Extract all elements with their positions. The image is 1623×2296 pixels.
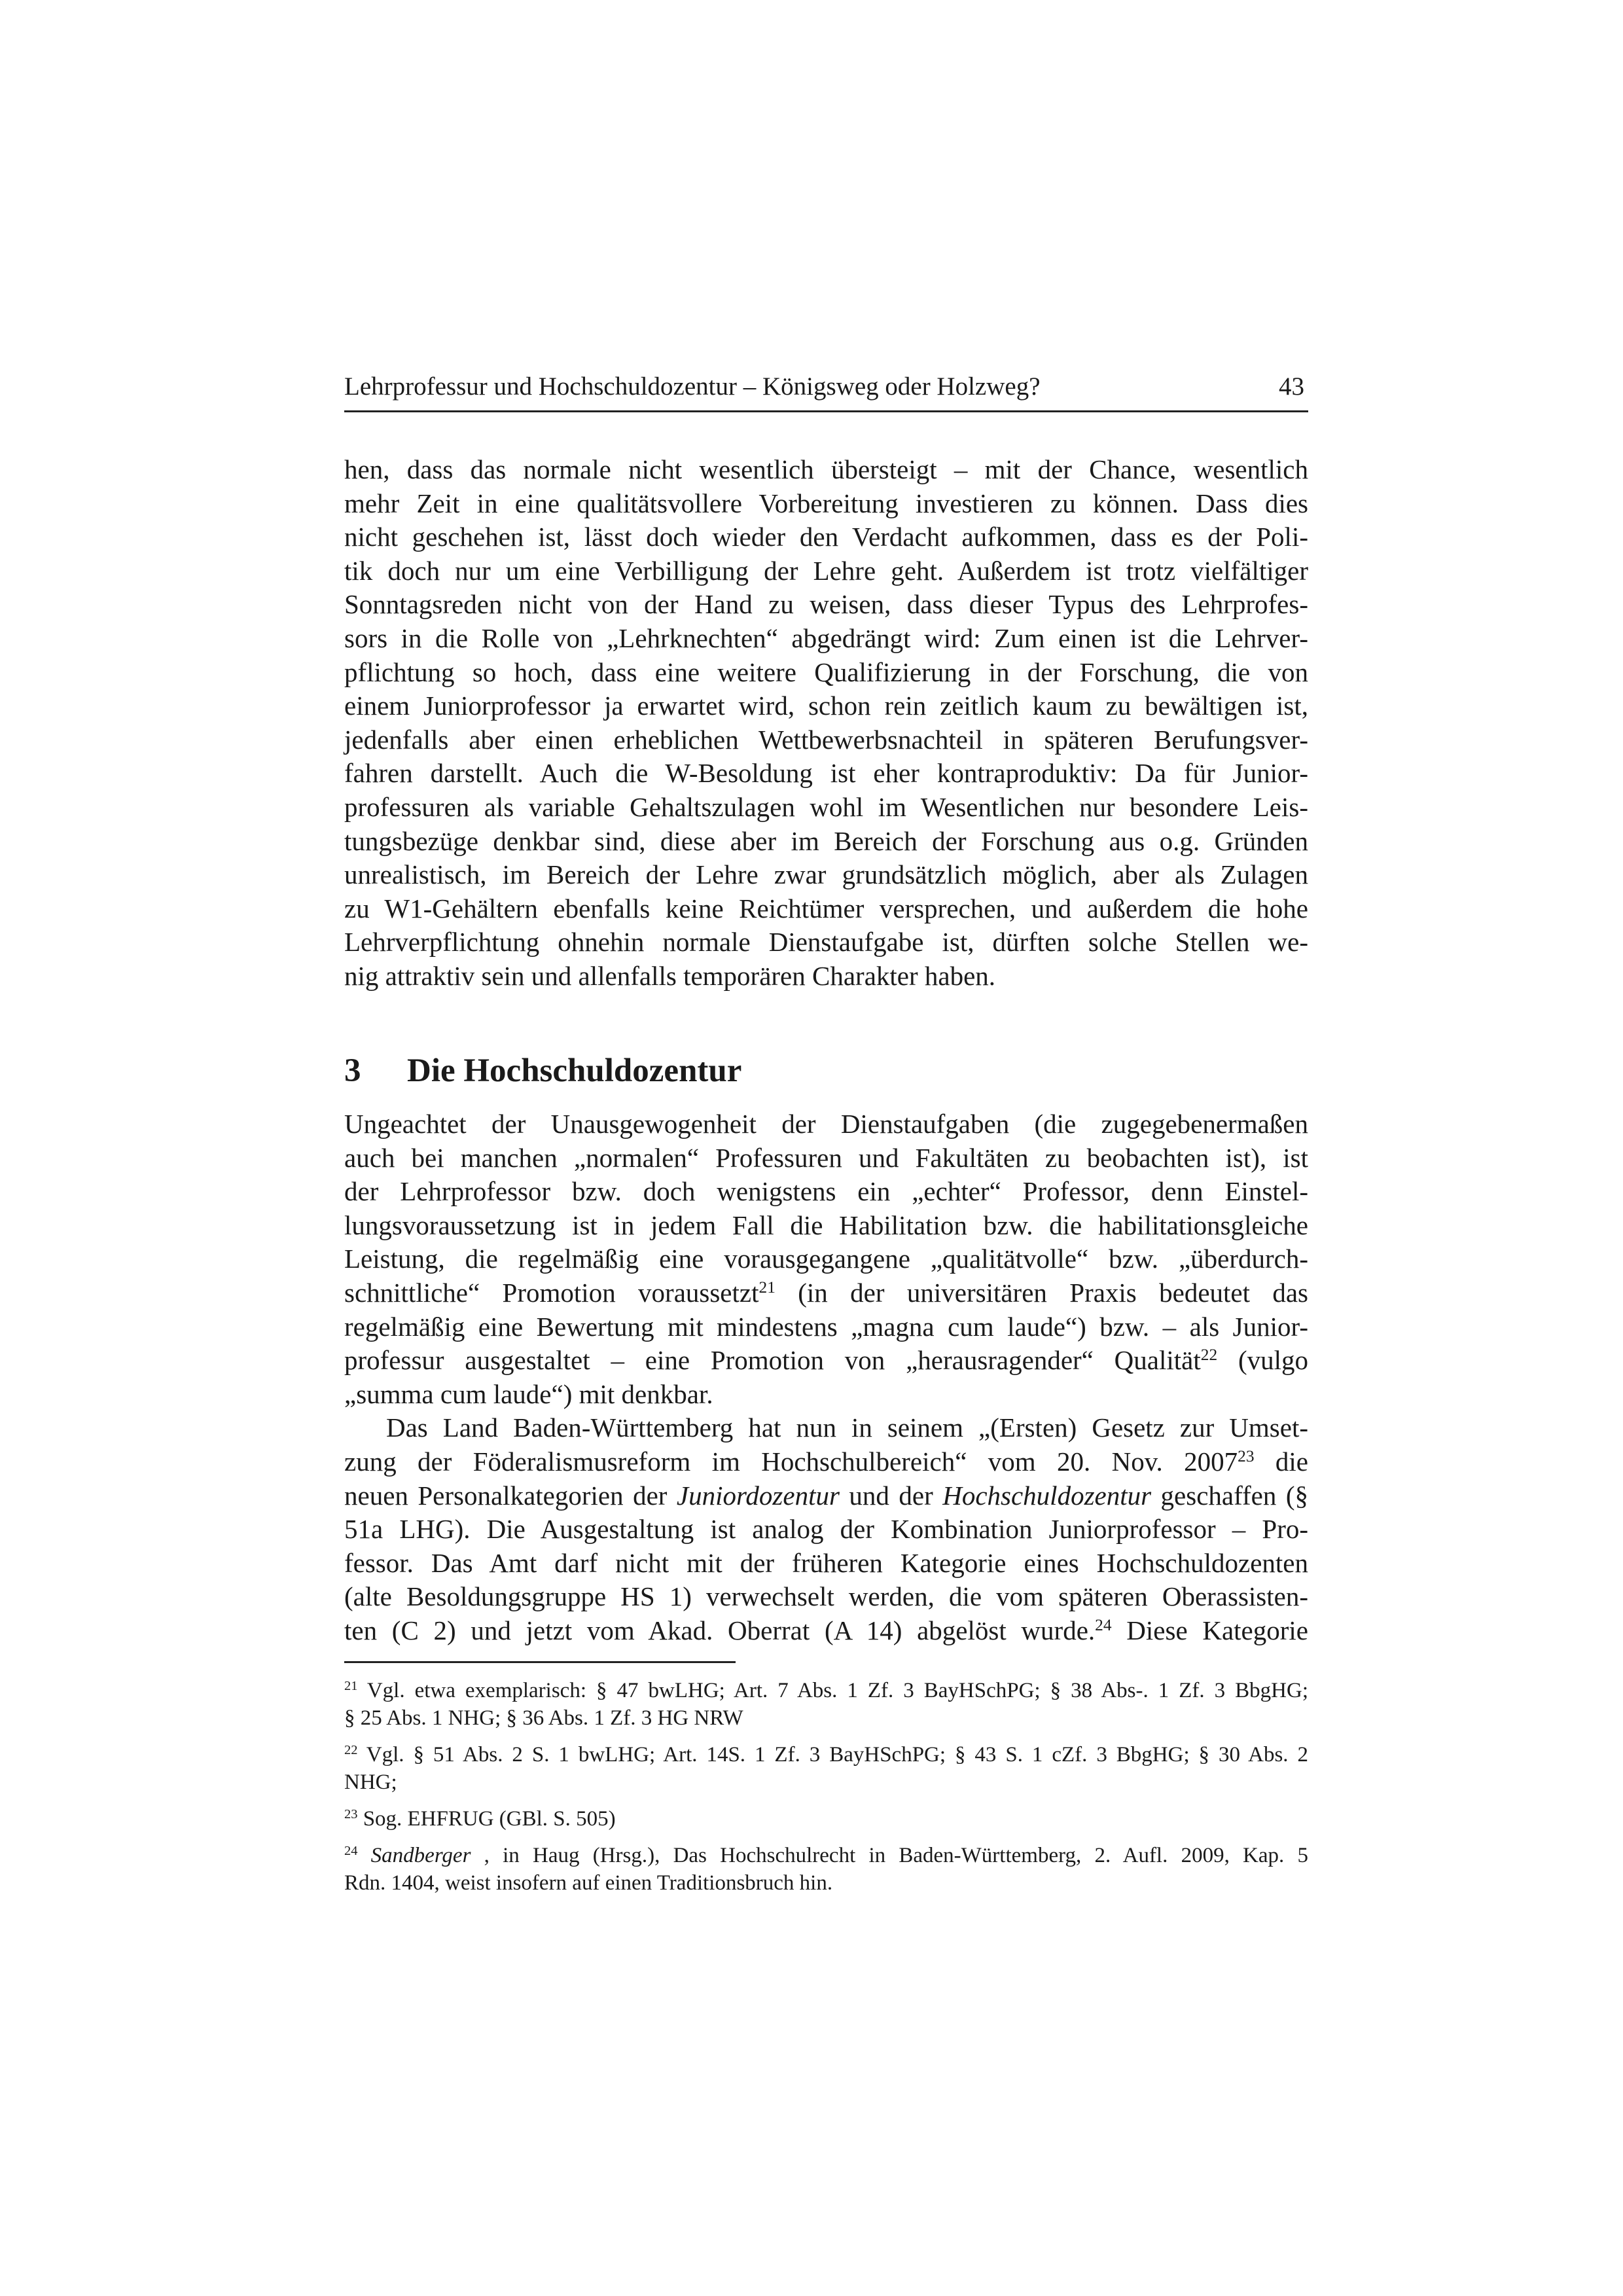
text-run: schnittliche“ Promotion voraussetzt (344, 1277, 759, 1308)
section-title: Die Hochschuldozentur (407, 1052, 742, 1089)
footnote-22 (344, 1741, 1308, 1796)
text-line: tungsbezüge denkbar sind, diese aber im Bereich der Forschung aus o.g. Gründen (344, 825, 1308, 856)
footnote-24 (344, 1842, 1308, 1897)
body-paragraph-continuation (344, 453, 1308, 994)
text-line: hen, dass das normale nicht wesentlich übersteigt – mit der Chance, wesentlich (344, 454, 1308, 484)
text-line: Leistung, die regelmäßig eine vorausgegangene „qualitätvolle“ bzw. „überdurch- (344, 1244, 1308, 1274)
text-line: sors in die Rolle von „Lehrknechten“ abgedrängt wird: Zum einen ist die Lehrver- (344, 622, 1308, 653)
text-run: die (1254, 1446, 1309, 1477)
footnote-number: 22 (344, 1742, 358, 1757)
footnote-ref-21[interactable]: 21 (758, 1278, 776, 1297)
footnote-ref-23[interactable]: 23 (1238, 1446, 1255, 1465)
text-line: Das Land Baden-Württemberg hat nun in seinem „(Ersten) Gesetz zur Umset- (386, 1412, 1308, 1443)
text-line: Ungeachtet der Unausgewogenheit der Dienstaufgaben (die zugegebenermaßen (344, 1109, 1308, 1139)
footnote-ref-24[interactable]: 24 (1095, 1615, 1112, 1634)
text-line: 51a LHG). Die Ausgestaltung ist analog der Kombination Juniorprofessor – Pro- (344, 1514, 1308, 1545)
text-line: mehr Zeit in eine qualitätsvollere Vorbereitung investieren zu können. Dass dies (344, 488, 1308, 518)
text-line: der Lehrprofessor bzw. doch wenigstens ein „echter“ Professor, denn Einstel- (344, 1176, 1308, 1207)
footnote-number: 24 (344, 1843, 358, 1858)
text-line: tik doch nur um eine Verbilligung der Lehre geht. Außerdem ist trotz vielfältiger (344, 555, 1308, 586)
text-line (344, 1276, 1308, 1310)
italic-term: Hochschuldozentur (942, 1480, 1152, 1511)
footnote-number: 23 (344, 1806, 358, 1821)
text-run: ten (C 2) und jetzt vom Akad. Oberrat (A 14) abgelöst wurde. (344, 1615, 1096, 1645)
footnote-author: Sandberger (370, 1844, 471, 1867)
footnote-line (344, 1677, 1308, 1704)
text-line: Lehrverpflichtung ohnehin normale Dienstaufgabe ist, dürften solche Stellen we- (344, 927, 1308, 958)
running-title: Lehrprofessur und Hochschuldozentur – Königsweg oder Holzweg? (344, 372, 1041, 401)
footnote-ref-22[interactable]: 22 (1200, 1346, 1218, 1365)
text-run: zung der Föderalismusreform im Hochschulbereich“ vom 20. Nov. 2007 (344, 1446, 1238, 1477)
text-run: , in Haug (Hrsg.), Das Hochschulrecht in Baden-Württemberg, 2. Aufl. 2009, Kap. 5 (471, 1844, 1309, 1867)
footnote-number: 21 (344, 1678, 358, 1693)
footnote-line (344, 1741, 1308, 1768)
text-line: professuren als variable Gehaltszulagen wohl im Wesentlichen nur besondere Leis- (344, 791, 1308, 822)
text-line: unrealistisch, im Bereich der Lehre zwar grundsätzlich möglich, aber als Zulagen (344, 859, 1308, 890)
italic-term: Juniordozentur (676, 1480, 840, 1511)
text-line: pflichtung so hoch, dass eine weitere Qualifizierung in der Forschung, die von (344, 656, 1308, 687)
text-run: geschaffen (§ (1151, 1480, 1308, 1511)
text-line: Sonntagsreden nicht von der Hand zu weisen, dass dieser Typus des Lehrprofes- (344, 589, 1308, 620)
text-line: regelmäßig eine Bewertung mit mindestens „magna cum laude“) bzw. – als Junior- (344, 1311, 1308, 1342)
text-line: „summa cum laude“) mit denkbar. (344, 1378, 713, 1409)
text-line (344, 1344, 1308, 1378)
text-run: Vgl. § 51 Abs. 2 S. 1 bwLHG; Art. 14S. 1 Zf. 3 BayHSchPG; § 43 S. 1 cZf. 3 BbgHG; § 30 Abs. 2 (357, 1743, 1308, 1767)
text-line: lungsvoraussetzung ist in jedem Fall die Habilitation bzw. die habilitationsgleiche (344, 1210, 1308, 1240)
footnote-21 (344, 1677, 1308, 1732)
footnote-line (344, 1842, 1308, 1869)
text-line: nicht geschehen ist, lässt doch wieder den Verdacht aufkommen, dass es der Poli- (344, 522, 1308, 552)
text-line: auch bei manchen „normalen“ Professuren und Fakultäten zu beobachten ist), ist (344, 1142, 1308, 1173)
footnote-line (344, 1805, 1308, 1833)
text-line: nig attraktiv sein und allenfalls temporären Charakter haben. (344, 960, 996, 991)
page-number: 43 (1279, 372, 1304, 401)
section-body (344, 1107, 1308, 1648)
text-run: Vgl. etwa exemplarisch: § 47 bwLHG; Art. 7 Abs. 1 Zf. 3 BayHSchPG; § 38 Abs-. 1 Zf. 3 BbgHG; (357, 1679, 1308, 1702)
text-run: Sog. EHFRUG (GBl. S. 505) (357, 1807, 616, 1831)
text-run: (in der universitären Praxis bedeutet das (775, 1277, 1309, 1308)
text-line: zu W1-Gehältern ebenfalls keine Reichtümer versprechen, und außerdem die hohe (344, 893, 1308, 924)
text-run: professur ausgestaltet – eine Promotion von „herausragender“ Qualität (344, 1345, 1201, 1376)
section-heading (344, 1045, 741, 1097)
running-header (344, 368, 1308, 412)
text-line (344, 1479, 1308, 1513)
text-line: einem Juniorprofessor ja erwartet wird, schon rein zeitlich kaum zu bewältigen ist, (344, 691, 1308, 721)
footnote-separator (344, 1661, 736, 1663)
text-line: (alte Besoldungsgruppe HS 1) verwechselt werden, die vom späteren Oberassisten- (344, 1581, 1308, 1612)
text-line: fahren darstellt. Auch die W-Besoldung ist eher kontraproduktiv: Da für Junior- (344, 758, 1308, 789)
footnote-line: Rdn. 1404, weist insofern auf einen Traditionsbruch hin. (344, 1871, 833, 1895)
footnotes (344, 1677, 1308, 1906)
footnote-line: NHG; (344, 1770, 397, 1794)
text-run: (vulgo (1217, 1345, 1309, 1376)
text-line: jedenfalls aber einen erheblichen Wettbewerbsnachteil in späteren Berufungsver- (344, 724, 1308, 755)
text-run: neuen Personalkategorien der (344, 1480, 677, 1511)
text-run: Diese Kategorie (1111, 1615, 1308, 1645)
footnote-line: § 25 Abs. 1 NHG; § 36 Abs. 1 Zf. 3 HG NRW (344, 1706, 743, 1730)
text-line: fessor. Das Amt darf nicht mit der früheren Kategorie eines Hochschuldozenten (344, 1547, 1308, 1578)
footnote-23 (344, 1805, 1308, 1833)
section-number: 3 (344, 1052, 361, 1089)
text-line (344, 1445, 1308, 1479)
text-run: und der (839, 1480, 943, 1511)
text-line (344, 1614, 1308, 1648)
